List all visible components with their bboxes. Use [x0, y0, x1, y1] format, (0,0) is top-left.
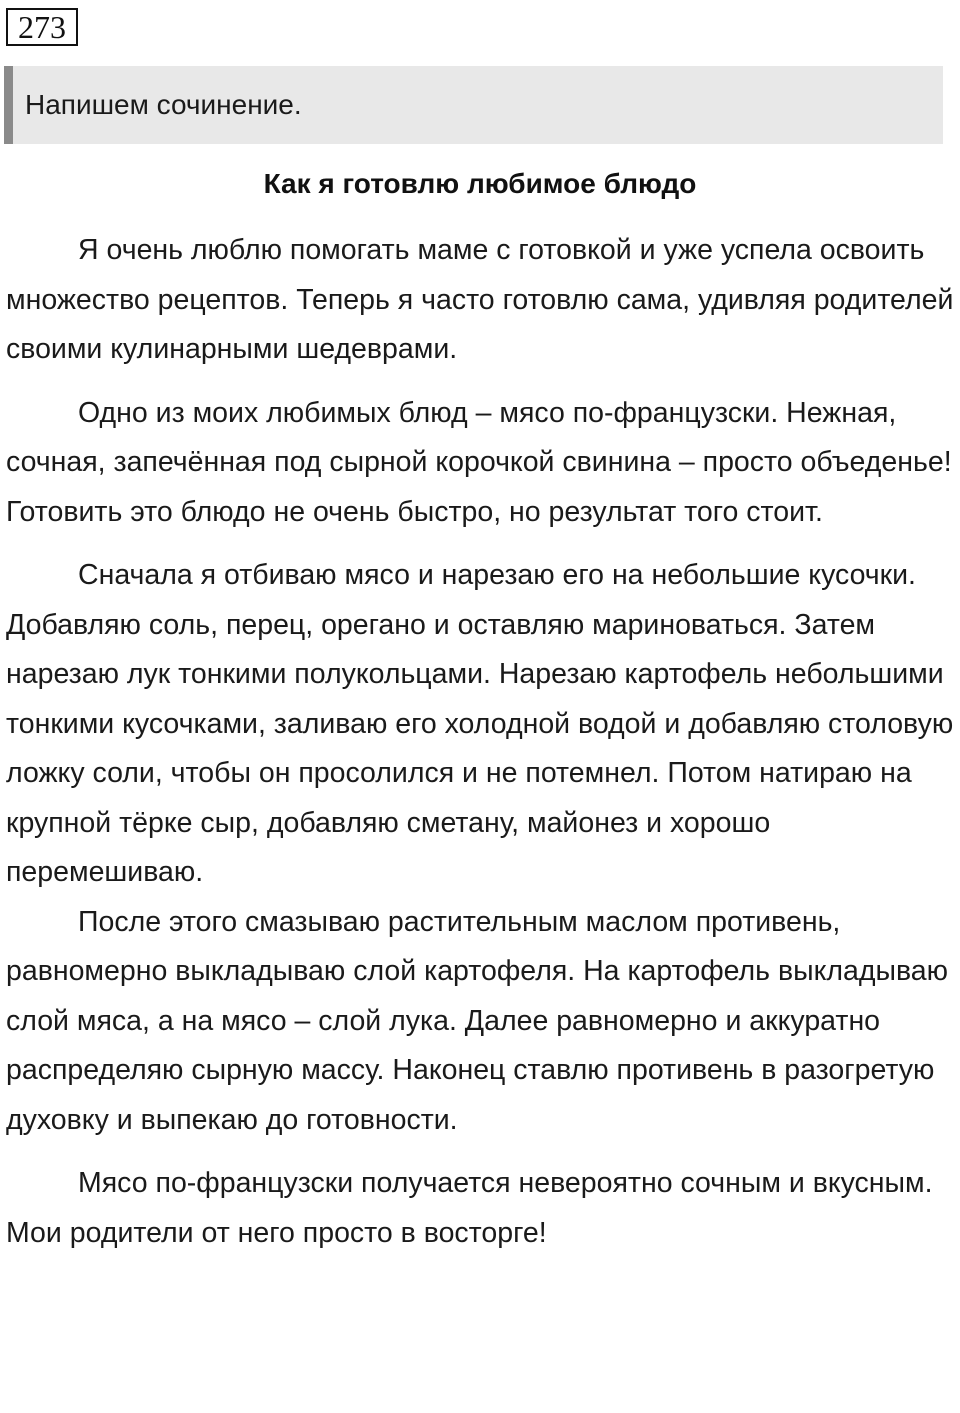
essay-title: Как я готовлю любимое блюдо	[263, 168, 697, 199]
task-box	[4, 66, 943, 144]
essay-paragraph: Одно из моих любимых блюд – мясо по-французски. Нежная, сочная, запечённая под сырной корочкой свинина – просто объеденье! Готовить это блюдо не очень быстро, но результат того стоит.	[6, 396, 952, 528]
essay-paragraph: Я очень люблю помогать маме с готовкой и уже успела освоить множество рецептов. Теперь я часто готовлю сама, удивляя родителей своими кулинарными шедеврами.	[6, 234, 954, 365]
exercise-number: 273	[6, 8, 78, 46]
essay-body	[6, 226, 954, 1258]
essay-paragraph: Сначала я отбиваю мясо и нарезаю его на небольшие кусочки. Добавляю соль, перец, орегано и оставляю мариноваться. Затем нарезаю лук тонкими полукольцами. Нарезаю картофель небольшими тонкими кусочками, заливаю его холодной водой и добавляю столовую ложку соли, чтобы он просолился и не потемнел. Потом натираю на крупной тёрке сыр, добавляю сметану, майонез и хорошо перемешиваю.	[6, 559, 954, 888]
essay-paragraph: Мясо по-французски получается невероятно сочным и вкусным. Мои родители от него просто в восторге!	[6, 1167, 933, 1249]
essay-paragraph: После этого смазываю растительным маслом противень, равномерно выкладываю слой картофеля. На картофель выкладываю слой мяса, а на мясо – слой лука. Далее равномерно и аккуратно распределяю сырную массу. Наконец ставлю противень в разогретую духовку и выпекаю до готовности.	[6, 905, 949, 1136]
task-text: Напишем сочинение.	[25, 89, 302, 120]
